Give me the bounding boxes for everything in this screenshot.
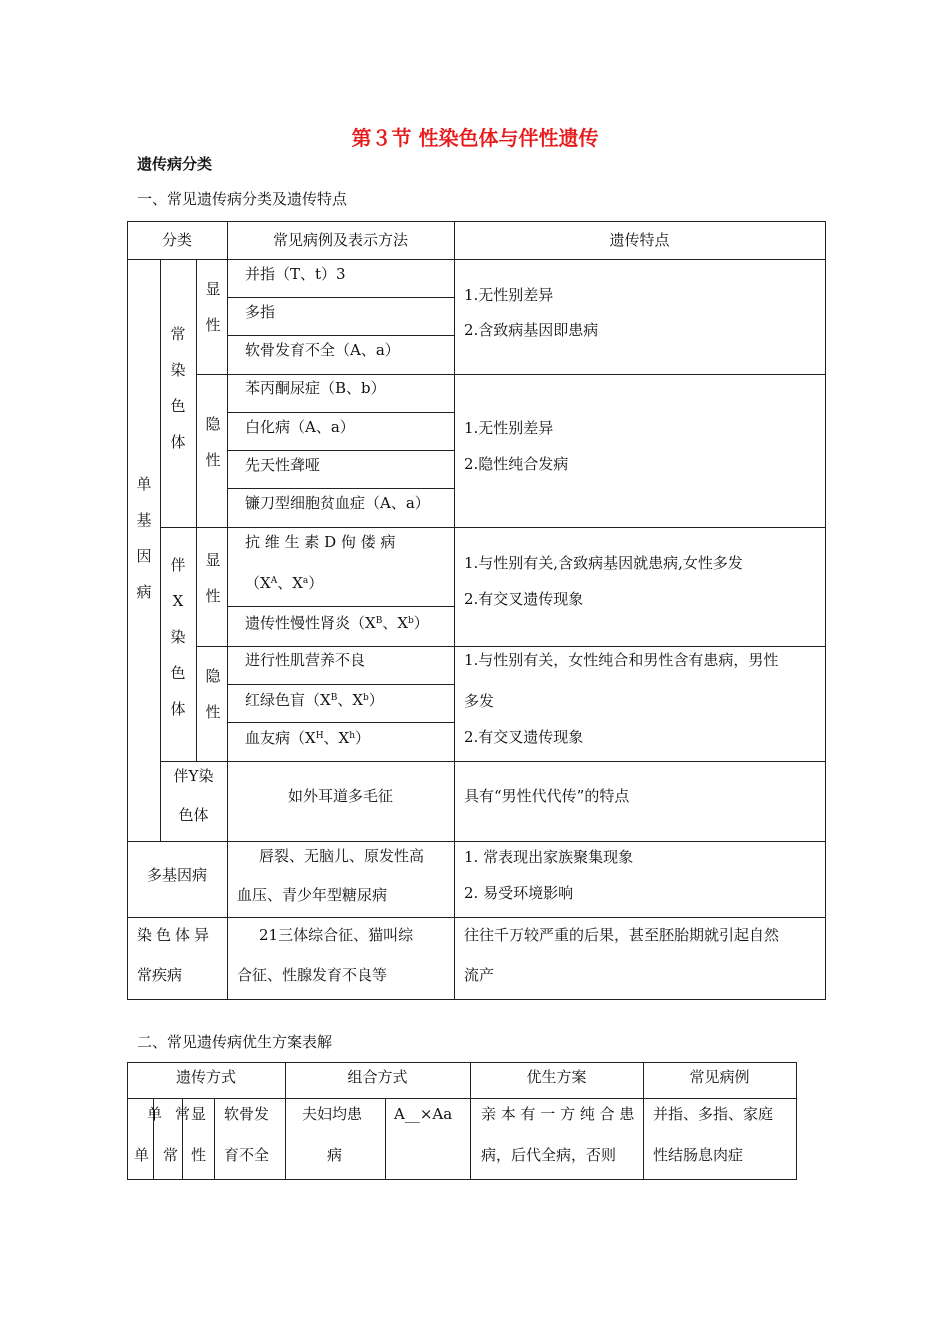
cell-disease: 育不全 [224,1146,270,1164]
example-row: 进行性肌营养不良 [245,651,366,669]
cell-dominant: 显 [191,1105,207,1123]
cell-genotype: A__×Aa [394,1105,453,1123]
cell-cases: 并指、多指、家庭 [653,1105,774,1123]
cell-parents: 病 [327,1146,343,1164]
cell-autosome: 常 [163,1146,179,1164]
label-chrom-1: 染色体异 [137,926,214,944]
label-single-gene: 单基因病 [136,475,152,601]
example-row: 如外耳道多毛征 [287,787,393,805]
label-autosome: 常染色体 [170,325,186,451]
example-row: 白化病（A、a） [245,418,355,436]
cell-plan: 病，后代全病，否则 [481,1146,617,1164]
cell-dominant: 性 [191,1146,207,1164]
feature-line: 2. 易受环境影响 [464,884,574,902]
cell-single: 单 [134,1146,150,1164]
label-x-dominant: 显性 [205,551,221,605]
example-row: 并指（T、t）3 [245,265,346,283]
example-row: 镰刀型细胞贫血症（A、a） [245,494,430,512]
cell-plan: 亲 本 有 一 方 纯 合 患 [481,1105,635,1123]
example-row: 抗 维 生 素 D 佝 偻 病 [245,533,396,551]
example-row: 21三体综合征、猫叫综 [259,926,414,944]
cell-parents: 夫妇均患 [302,1105,363,1123]
feature-line: 1.与性别有关,含致病基因就患病,女性多发 [464,554,743,572]
example-row: 血压、青少年型糖尿病 [237,886,388,904]
label-x-recessive: 隐性 [205,667,221,721]
example-row: 红绿色盲（$X^B$、$X^b$） [245,691,384,709]
feature-line: 往往千万较严重的后果，甚至胚胎期就引起自然 [464,926,780,944]
header-category: 分类 [161,231,192,249]
header-plan: 优生方案 [526,1068,587,1086]
section1-heading: 一、常见遗传病分类及遗传特点 [137,190,348,208]
label-chrom-2: 常疾病 [137,966,183,984]
cell-autosome: 常 [175,1105,191,1123]
example-row: 先天性聋哑 [245,456,321,474]
header-examples: 常见病例及表示方法 [272,231,408,249]
feature-line: 1.与性别有关，女性纯合和男性含有患病，男性 [464,651,779,669]
feature-line: 1.无性别差异 [464,419,554,437]
feature-line: 流产 [464,966,495,984]
page-title: 第３节 性染色体与伴性遗传 [351,126,599,150]
cell-single: 单 [147,1105,163,1123]
label-y-linked-2: 色体 [178,806,209,824]
feature-line: 2.有交叉遗传现象 [464,590,584,608]
example-row: 合征、性腺发育不良等 [237,966,388,984]
label-x-linked: 伴X染色体 [170,556,186,718]
feature-line: 具有“男性代代传”的特点 [464,787,630,805]
label-auto-dominant: 显性 [205,280,221,334]
example-row: （$X^A$、$X^a$） [245,574,324,592]
section2-heading: 二、常见遗传病优生方案表解 [137,1033,333,1051]
feature-line: 2.含致病基因即患病 [464,321,599,339]
feature-line: 1.无性别差异 [464,286,554,304]
header-inheritance: 遗传方式 [175,1068,236,1086]
example-row: 软骨发育不全（A、a） [245,341,400,359]
feature-line: 1. 常表现出家族聚集现象 [464,848,634,866]
cell-disease: 软骨发 [224,1105,270,1123]
example-row: 唇裂、无脑儿、原发性高 [259,847,425,865]
label-y-linked-1: 伴Y染 [173,767,214,785]
example-row: 多指 [245,303,276,321]
example-row: 血友病（$X^H$、$X^h$） [245,729,371,747]
label-auto-recessive: 隐性 [205,415,221,469]
cell-cases: 性结肠息肉症 [653,1146,744,1164]
feature-line: 2.隐性纯合发病 [464,455,569,473]
example-row: 苯丙酮尿症（B、b） [245,379,386,397]
subtitle: 遗传病分类 [137,155,213,173]
header-cases: 常见病例 [689,1068,750,1086]
header-combination: 组合方式 [347,1068,408,1086]
feature-line: 多发 [464,692,495,710]
header-features: 遗传特点 [609,231,670,249]
example-row: 遗传性慢性肾炎（$X^B$、$X^b$） [245,614,429,632]
label-polygenic: 多基因病 [146,866,207,884]
feature-line: 2.有交叉遗传现象 [464,728,584,746]
